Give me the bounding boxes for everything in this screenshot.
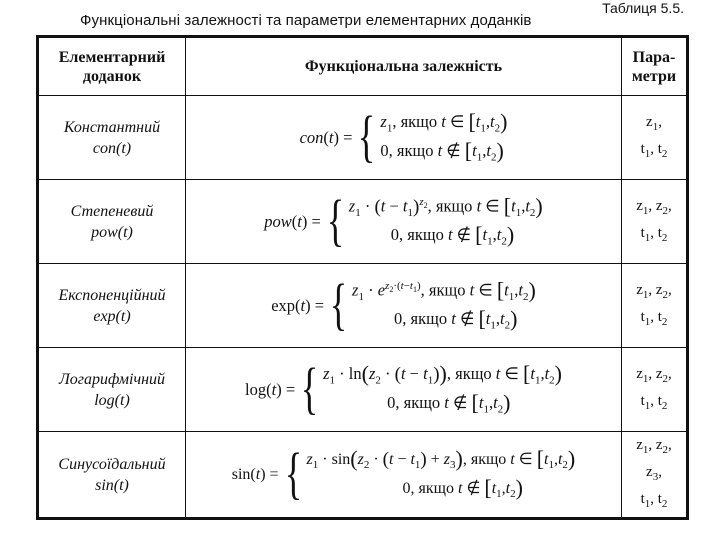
formula: pow(t) = { $z_1 \cdot (t - t_1)^{z_2}$, якщо t ∈ $[t_1,t_2)$ 0, якщо t ∉ $[t_1,t_2)$ xyxy=(264,189,543,253)
function-name: exp xyxy=(271,295,296,315)
function-name: con xyxy=(299,127,324,147)
params-cell: $z_1$, $z_2$, $t_1$, $t_2$ xyxy=(622,264,688,348)
formula: log(t) = { $z_1 \cdot \ln(z_2 \cdot (t - t_1))$, якщо t ∈ $[t_1,t_2)$ 0, якщо t ∉ $[t_1,t_2)$ xyxy=(245,357,562,421)
case-2: 0, якщо t ∉ $[t_1,t_2)$ xyxy=(387,389,511,415)
case-2: 0, якщо t ∉ $[t_1,t_2)$ xyxy=(390,221,515,248)
table-row xyxy=(38,96,688,180)
function-name: pow xyxy=(264,211,292,231)
formula-cell xyxy=(186,264,622,348)
params-cell: $z_1$, $z_2$, $t_1$, $t_2$ xyxy=(622,180,688,264)
case-2: 0, якщо t ∉ $[t_1,t_2)$ xyxy=(394,305,518,332)
term-name: Експоненційний xyxy=(58,286,166,304)
term-name: Степеневий xyxy=(70,202,154,220)
term-code: log(t) xyxy=(94,391,130,409)
case-1: $z_1$, якщо t ∈ $[t_1,t_2)$ xyxy=(380,109,508,135)
term-name: Синусоїдальний xyxy=(58,455,166,473)
term-name-cell xyxy=(38,432,186,519)
case-1: $z_1 \cdot \ln(z_2 \cdot (t - t_1))$, якщо t ∈ $[t_1,t_2)$ xyxy=(323,361,562,387)
term-code: exp(t) xyxy=(93,307,131,325)
formula-cell xyxy=(186,432,622,519)
case-1: $z_1 \cdot e^{z_2\cdot(t-t_1)}$, якщо t ∈ $[t_1,t_2)$ xyxy=(352,277,536,303)
term-name-cell xyxy=(38,348,186,432)
formula: sin(t) = { $z_1 \cdot \sin(z_2 \cdot (t - t_1) + z_3)$, якщо t ∈ $[t_1,t_2)$ 0, якщо t ∉ $[t_1,t_2)$ xyxy=(231,442,576,506)
header-parameters: Пара-метри xyxy=(622,37,688,96)
params-cell: $z_1$, $z_2$, $z_3$, $t_1$, $t_2$ xyxy=(622,432,688,519)
cases-brace: { xyxy=(284,442,302,506)
formula: exp(t) = { $z_1 \cdot e^{z_2\cdot(t-t_1)}$, якщо t ∈ $[t_1,t_2)$ 0, якщо t ∉ $[t_1,t_2)$ xyxy=(271,273,536,337)
params-cell: $z_1$, $t_1$, $t_2$ xyxy=(622,96,688,180)
case-1: $z_1 \cdot (t - t_1)^{z_2}$, якщо t ∈ $[t_1,t_2)$ xyxy=(348,193,543,219)
function-name: sin xyxy=(231,465,251,483)
table-row xyxy=(38,432,688,519)
table-row xyxy=(38,180,688,264)
case-1: $z_1 \cdot \sin(z_2 \cdot (t - t_1) + z_3)$, якщо t ∈ $[t_1,t_2)$ xyxy=(306,446,576,472)
cases-brace: { xyxy=(300,357,319,421)
table-number: Таблиця 5.5. xyxy=(602,0,684,16)
header-element-term: Елементарний доданок xyxy=(38,37,186,96)
function-name: log xyxy=(245,379,267,399)
term-code: pow(t) xyxy=(91,223,133,241)
term-code: sin(t) xyxy=(95,476,129,494)
formula: con(t) = { $z_1$, якщо t ∈ $[t_1,t_2)$ 0, якщо t ∉ $[t_1,t_2)$ xyxy=(299,105,508,169)
term-code: con(t) xyxy=(92,139,132,157)
cases-brace: { xyxy=(358,105,376,169)
term-name: Логарифмічний xyxy=(58,370,166,388)
table-row xyxy=(38,348,688,432)
case-2: 0, якщо t ∉ $[t_1,t_2)$ xyxy=(380,137,504,163)
table-header-row xyxy=(38,37,688,96)
table-title: Функціональні залежності та параметри елементарних доданків xyxy=(80,12,532,29)
case-2: 0, якщо t ∉ $[t_1,t_2)$ xyxy=(402,474,523,500)
formula-cell xyxy=(186,348,622,432)
cases-brace: { xyxy=(329,273,348,337)
header-functional-dependence: Функціональна залежність xyxy=(186,37,622,96)
term-name-cell xyxy=(38,180,186,264)
term-name: Константний xyxy=(63,118,161,136)
term-name-cell xyxy=(38,96,186,180)
cases-brace: { xyxy=(326,189,345,253)
formula-cell xyxy=(186,180,622,264)
params-cell: $z_1$, $z_2$, $t_1$, $t_2$ xyxy=(622,348,688,432)
table-row xyxy=(38,264,688,348)
formula-cell xyxy=(186,96,622,180)
functions-table xyxy=(36,35,689,520)
term-name-cell xyxy=(38,264,186,348)
